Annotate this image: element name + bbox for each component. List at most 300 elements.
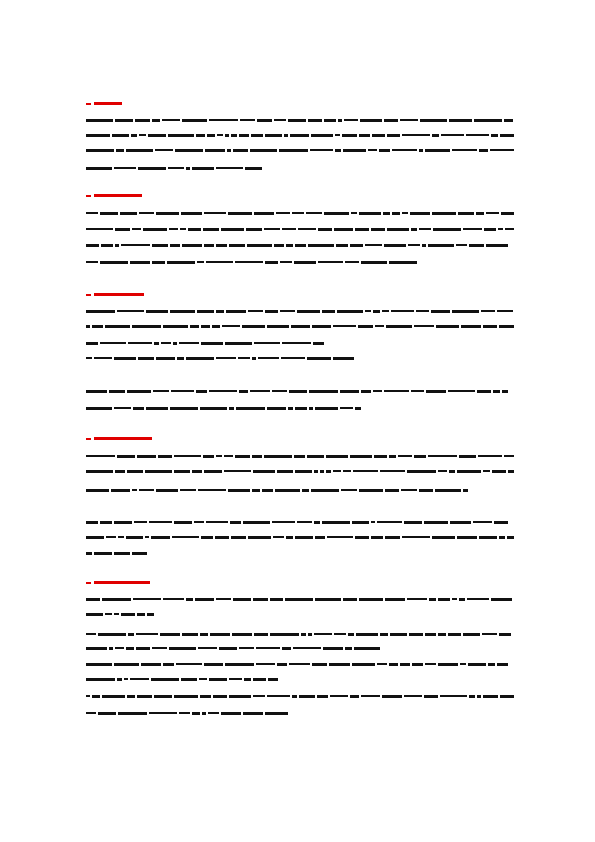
text-word-block bbox=[114, 521, 132, 524]
text-word-block bbox=[201, 325, 210, 328]
text-word-block bbox=[359, 489, 383, 492]
text-word-block bbox=[86, 470, 113, 473]
text-word-block bbox=[258, 357, 279, 359]
text-word-block bbox=[497, 310, 513, 312]
text-word-block bbox=[385, 536, 400, 539]
text-word-block bbox=[373, 310, 380, 313]
text-word-block bbox=[350, 455, 372, 458]
text-word-block bbox=[86, 613, 103, 616]
body-text-line bbox=[86, 694, 514, 698]
text-word-block bbox=[372, 134, 385, 137]
text-word-block bbox=[361, 261, 387, 264]
text-word-block bbox=[243, 712, 263, 715]
text-word-block bbox=[358, 325, 373, 328]
text-word-block bbox=[479, 149, 488, 152]
text-word-block bbox=[355, 407, 361, 410]
text-word-block bbox=[356, 633, 378, 636]
text-word-block bbox=[86, 390, 107, 393]
text-word-block bbox=[371, 228, 385, 231]
text-word-block bbox=[267, 695, 290, 697]
text-word-block bbox=[114, 407, 131, 409]
text-word-block bbox=[145, 536, 149, 538]
text-word-block bbox=[350, 695, 359, 698]
text-word-block bbox=[213, 695, 227, 698]
body-text-line bbox=[86, 551, 150, 555]
text-word-block bbox=[86, 310, 115, 313]
text-word-block bbox=[438, 633, 446, 636]
text-word-block bbox=[268, 678, 278, 681]
heading-bullet-dash bbox=[86, 438, 91, 440]
text-word-block bbox=[312, 663, 327, 666]
text-word-block bbox=[483, 470, 490, 472]
text-word-block bbox=[115, 119, 133, 122]
text-word-block bbox=[124, 678, 128, 680]
body-text-line bbox=[86, 309, 514, 313]
text-word-block bbox=[264, 228, 280, 230]
text-word-block bbox=[352, 663, 375, 666]
text-word-block bbox=[476, 212, 484, 215]
text-word-block bbox=[267, 407, 286, 410]
body-text-line bbox=[86, 341, 324, 345]
text-word-block bbox=[154, 695, 172, 698]
text-word-block bbox=[458, 212, 474, 215]
text-word-block bbox=[201, 342, 223, 345]
heading-text-block bbox=[94, 102, 122, 105]
text-word-block bbox=[139, 134, 146, 136]
text-word-block bbox=[130, 678, 149, 680]
text-word-block bbox=[508, 470, 514, 473]
text-word-block bbox=[477, 390, 491, 393]
text-word-block bbox=[245, 167, 262, 170]
text-word-block bbox=[206, 521, 228, 523]
text-word-block bbox=[111, 489, 130, 492]
text-word-block bbox=[186, 357, 214, 360]
text-word-block bbox=[365, 310, 371, 312]
text-word-block bbox=[295, 470, 312, 473]
text-word-block bbox=[350, 244, 363, 247]
text-word-block bbox=[501, 212, 514, 215]
text-word-block bbox=[182, 244, 202, 247]
text-word-block bbox=[499, 325, 514, 328]
text-word-block bbox=[499, 536, 505, 539]
text-word-block bbox=[253, 695, 265, 697]
text-word-block bbox=[481, 310, 495, 312]
text-word-block bbox=[265, 134, 282, 137]
text-word-block bbox=[425, 663, 436, 665]
text-word-block bbox=[86, 678, 115, 681]
text-word-block bbox=[118, 536, 124, 538]
text-word-block bbox=[247, 244, 272, 247]
text-word-block bbox=[226, 310, 246, 313]
text-word-block bbox=[216, 310, 224, 313]
text-word-block bbox=[100, 261, 128, 264]
text-word-block bbox=[154, 342, 159, 345]
text-word-block bbox=[355, 228, 369, 231]
text-word-block bbox=[239, 134, 249, 137]
text-word-block bbox=[181, 678, 197, 681]
text-word-block bbox=[264, 455, 292, 458]
text-word-block bbox=[86, 647, 107, 650]
text-word-block bbox=[432, 134, 439, 137]
text-word-block bbox=[114, 663, 139, 666]
text-word-block bbox=[317, 695, 328, 698]
text-word-block bbox=[314, 633, 332, 635]
text-word-block bbox=[340, 390, 359, 393]
text-word-block bbox=[285, 598, 313, 601]
text-word-block bbox=[242, 325, 265, 328]
text-word-block bbox=[112, 134, 129, 137]
text-word-block bbox=[254, 342, 280, 344]
text-word-block bbox=[383, 212, 390, 215]
text-word-block bbox=[404, 521, 422, 524]
text-word-block bbox=[431, 310, 450, 313]
text-word-block bbox=[286, 536, 293, 539]
body-text-line bbox=[86, 535, 514, 539]
text-word-block bbox=[225, 663, 254, 666]
text-word-block bbox=[86, 134, 110, 137]
text-word-block bbox=[250, 149, 277, 152]
text-word-block bbox=[253, 598, 268, 601]
text-word-block bbox=[229, 244, 245, 247]
text-word-block bbox=[292, 212, 304, 214]
text-word-block bbox=[294, 261, 316, 264]
text-word-block bbox=[120, 212, 137, 215]
text-word-block bbox=[392, 212, 400, 215]
text-word-block bbox=[179, 342, 199, 344]
text-word-block bbox=[132, 228, 141, 230]
body-text-line bbox=[86, 356, 354, 360]
text-word-block bbox=[114, 552, 130, 555]
text-word-block bbox=[117, 678, 122, 681]
text-word-block bbox=[236, 407, 265, 410]
text-word-block bbox=[338, 119, 342, 122]
text-word-block bbox=[117, 310, 144, 312]
text-word-block bbox=[323, 647, 343, 650]
heading-bullet-dash bbox=[86, 103, 91, 105]
text-word-block bbox=[452, 310, 479, 313]
text-word-block bbox=[497, 663, 508, 666]
text-word-block bbox=[121, 613, 135, 616]
text-word-block bbox=[490, 149, 514, 151]
text-word-block bbox=[238, 357, 250, 359]
text-word-block bbox=[216, 244, 227, 247]
text-word-block bbox=[132, 489, 137, 491]
text-word-block bbox=[491, 134, 498, 137]
text-word-block bbox=[327, 536, 353, 538]
text-word-block bbox=[127, 695, 135, 698]
text-word-block bbox=[102, 598, 131, 601]
body-text-line bbox=[86, 133, 514, 137]
text-word-block bbox=[86, 357, 92, 359]
text-word-block bbox=[466, 134, 489, 136]
text-word-block bbox=[132, 552, 147, 555]
text-word-block bbox=[92, 695, 100, 698]
text-word-block bbox=[174, 521, 192, 524]
text-word-block bbox=[312, 325, 331, 328]
text-word-block bbox=[216, 167, 243, 169]
text-word-block bbox=[353, 470, 378, 472]
text-word-block bbox=[208, 712, 219, 714]
text-word-block bbox=[225, 134, 229, 137]
text-word-block bbox=[106, 536, 116, 538]
text-word-block bbox=[98, 633, 126, 636]
text-word-block bbox=[279, 149, 308, 152]
text-word-block bbox=[390, 633, 407, 636]
text-word-block bbox=[359, 134, 370, 137]
text-word-block bbox=[425, 633, 436, 636]
body-text-line bbox=[86, 646, 386, 650]
text-word-block bbox=[324, 212, 349, 215]
text-word-block bbox=[389, 261, 417, 264]
text-word-block bbox=[477, 695, 481, 698]
text-word-block bbox=[391, 310, 414, 312]
text-word-block bbox=[309, 390, 338, 393]
text-word-block bbox=[114, 167, 136, 169]
text-word-block bbox=[463, 228, 482, 230]
section-heading bbox=[86, 101, 122, 107]
text-word-block bbox=[139, 212, 154, 214]
text-word-block bbox=[229, 678, 242, 680]
text-word-block bbox=[382, 695, 402, 698]
text-word-block bbox=[127, 390, 151, 393]
body-text-line bbox=[86, 148, 514, 152]
text-word-block bbox=[373, 390, 382, 392]
text-word-block bbox=[254, 633, 268, 636]
text-word-block bbox=[318, 228, 332, 231]
text-word-block bbox=[126, 536, 143, 539]
text-word-block bbox=[500, 134, 514, 137]
text-word-block bbox=[277, 470, 293, 473]
text-word-block bbox=[197, 310, 214, 313]
text-word-block bbox=[400, 663, 410, 666]
text-word-block bbox=[295, 536, 313, 539]
text-word-block bbox=[98, 712, 116, 715]
text-word-block bbox=[209, 390, 237, 392]
text-word-block bbox=[309, 407, 313, 410]
text-word-block bbox=[115, 244, 119, 247]
text-word-block bbox=[297, 521, 312, 523]
text-word-block bbox=[345, 647, 352, 650]
text-word-block bbox=[256, 647, 280, 649]
text-word-block bbox=[385, 598, 405, 601]
text-word-block bbox=[197, 261, 204, 263]
text-word-block bbox=[134, 521, 147, 523]
text-word-block bbox=[163, 325, 188, 328]
text-word-block bbox=[121, 244, 150, 246]
text-word-block bbox=[86, 489, 109, 492]
text-word-block bbox=[341, 489, 357, 491]
text-word-block bbox=[308, 633, 312, 636]
text-word-block bbox=[326, 470, 331, 473]
text-word-block bbox=[286, 244, 293, 247]
text-word-block bbox=[420, 119, 447, 122]
text-word-block bbox=[288, 119, 306, 122]
text-word-block bbox=[127, 470, 143, 473]
text-word-block bbox=[272, 390, 287, 392]
text-word-block bbox=[138, 167, 166, 170]
text-word-block bbox=[115, 228, 130, 231]
text-word-block bbox=[192, 167, 214, 170]
text-word-block bbox=[302, 489, 309, 492]
text-word-block bbox=[128, 633, 134, 636]
section-heading bbox=[86, 292, 144, 298]
body-text-line bbox=[86, 711, 288, 715]
heading-text-block bbox=[94, 581, 150, 584]
text-word-block bbox=[459, 455, 476, 458]
text-word-block bbox=[469, 244, 484, 247]
text-word-block bbox=[216, 598, 231, 600]
text-word-block bbox=[280, 261, 292, 263]
text-word-block bbox=[461, 325, 481, 328]
text-word-block bbox=[180, 228, 186, 230]
text-word-block bbox=[450, 521, 471, 524]
text-word-block bbox=[360, 119, 382, 122]
text-word-block bbox=[230, 521, 241, 524]
text-word-block bbox=[229, 695, 251, 698]
text-word-block bbox=[308, 119, 322, 122]
text-word-block bbox=[228, 212, 252, 215]
text-word-block bbox=[428, 455, 457, 457]
text-word-block bbox=[172, 536, 199, 538]
text-word-block bbox=[244, 678, 251, 681]
text-word-block bbox=[307, 455, 324, 458]
text-word-block bbox=[435, 489, 461, 492]
text-word-block bbox=[204, 663, 223, 666]
text-word-block bbox=[94, 357, 112, 359]
text-word-block bbox=[386, 325, 412, 328]
text-word-block bbox=[498, 228, 503, 230]
text-word-block bbox=[163, 598, 184, 600]
text-word-block bbox=[479, 536, 497, 539]
text-word-block bbox=[389, 663, 398, 666]
body-text-line bbox=[86, 677, 278, 681]
text-word-block bbox=[251, 134, 263, 137]
text-word-block bbox=[333, 357, 354, 360]
text-word-block bbox=[146, 407, 168, 410]
text-word-block bbox=[86, 228, 113, 230]
text-word-block bbox=[384, 390, 409, 392]
text-word-block bbox=[182, 633, 198, 636]
text-word-block bbox=[143, 228, 167, 231]
body-text-line bbox=[86, 389, 514, 393]
text-word-block bbox=[168, 167, 184, 169]
text-word-block bbox=[486, 212, 499, 214]
text-word-block bbox=[209, 678, 227, 681]
text-word-block bbox=[141, 663, 161, 666]
text-word-block bbox=[482, 633, 497, 635]
text-word-block bbox=[343, 598, 357, 601]
text-word-block bbox=[139, 489, 154, 491]
text-word-block bbox=[330, 695, 348, 697]
text-word-block bbox=[248, 310, 263, 312]
text-word-block bbox=[433, 228, 461, 231]
text-word-block bbox=[100, 212, 118, 215]
text-word-block bbox=[170, 244, 180, 247]
text-word-block bbox=[409, 633, 423, 636]
text-word-block bbox=[345, 261, 359, 263]
text-word-block bbox=[101, 244, 113, 247]
section-heading bbox=[86, 193, 142, 199]
text-word-block bbox=[186, 598, 193, 601]
text-word-block bbox=[352, 521, 369, 524]
text-word-block bbox=[170, 407, 198, 410]
text-word-block bbox=[289, 390, 307, 393]
text-word-block bbox=[306, 212, 322, 214]
text-word-block bbox=[281, 357, 305, 359]
text-word-block bbox=[291, 325, 310, 328]
text-word-block bbox=[301, 633, 306, 636]
text-word-block bbox=[102, 695, 125, 698]
text-word-block bbox=[219, 647, 237, 650]
text-word-block bbox=[86, 695, 90, 697]
text-word-block bbox=[169, 228, 178, 230]
text-word-block bbox=[274, 119, 286, 121]
text-word-block bbox=[414, 325, 434, 327]
text-word-block bbox=[196, 134, 205, 137]
text-word-block bbox=[86, 119, 113, 122]
text-word-block bbox=[212, 325, 220, 328]
text-word-block bbox=[299, 695, 315, 698]
text-word-block bbox=[239, 390, 248, 393]
text-word-block bbox=[186, 167, 190, 170]
text-word-block bbox=[151, 536, 170, 539]
text-word-block bbox=[158, 455, 172, 458]
text-word-block bbox=[181, 212, 202, 215]
text-word-block bbox=[371, 536, 383, 539]
text-word-block bbox=[231, 536, 246, 539]
text-word-block bbox=[361, 695, 380, 697]
text-word-block bbox=[265, 712, 288, 715]
text-word-block bbox=[419, 149, 423, 152]
text-word-block bbox=[182, 119, 207, 122]
text-word-block bbox=[131, 134, 137, 137]
text-word-block bbox=[494, 521, 508, 524]
text-word-block bbox=[233, 149, 248, 152]
text-word-block bbox=[359, 598, 383, 601]
text-word-block bbox=[486, 244, 508, 247]
text-word-block bbox=[155, 149, 173, 151]
text-word-block bbox=[448, 390, 475, 392]
text-word-block bbox=[449, 470, 455, 473]
text-word-block bbox=[231, 134, 237, 137]
text-word-block bbox=[94, 552, 112, 555]
text-word-block bbox=[152, 244, 168, 247]
text-word-block bbox=[276, 212, 290, 214]
text-word-block bbox=[176, 663, 202, 665]
text-word-block bbox=[86, 633, 96, 635]
text-word-block bbox=[86, 598, 100, 601]
text-word-block bbox=[130, 261, 150, 264]
text-word-block bbox=[456, 244, 467, 246]
body-text-line bbox=[86, 227, 514, 231]
text-word-block bbox=[382, 310, 389, 312]
text-word-block bbox=[147, 613, 154, 616]
text-word-block bbox=[86, 552, 92, 555]
text-word-block bbox=[377, 663, 387, 665]
text-word-block bbox=[137, 613, 145, 616]
text-word-block bbox=[225, 342, 252, 345]
text-word-block bbox=[152, 261, 165, 264]
text-word-block bbox=[438, 598, 450, 601]
text-word-block bbox=[200, 633, 208, 636]
text-word-block bbox=[375, 325, 384, 327]
text-word-block bbox=[457, 536, 477, 539]
text-word-block bbox=[288, 407, 293, 410]
text-word-block bbox=[315, 598, 341, 601]
text-word-block bbox=[206, 261, 233, 263]
text-word-block bbox=[149, 712, 177, 714]
text-word-block bbox=[253, 678, 266, 681]
